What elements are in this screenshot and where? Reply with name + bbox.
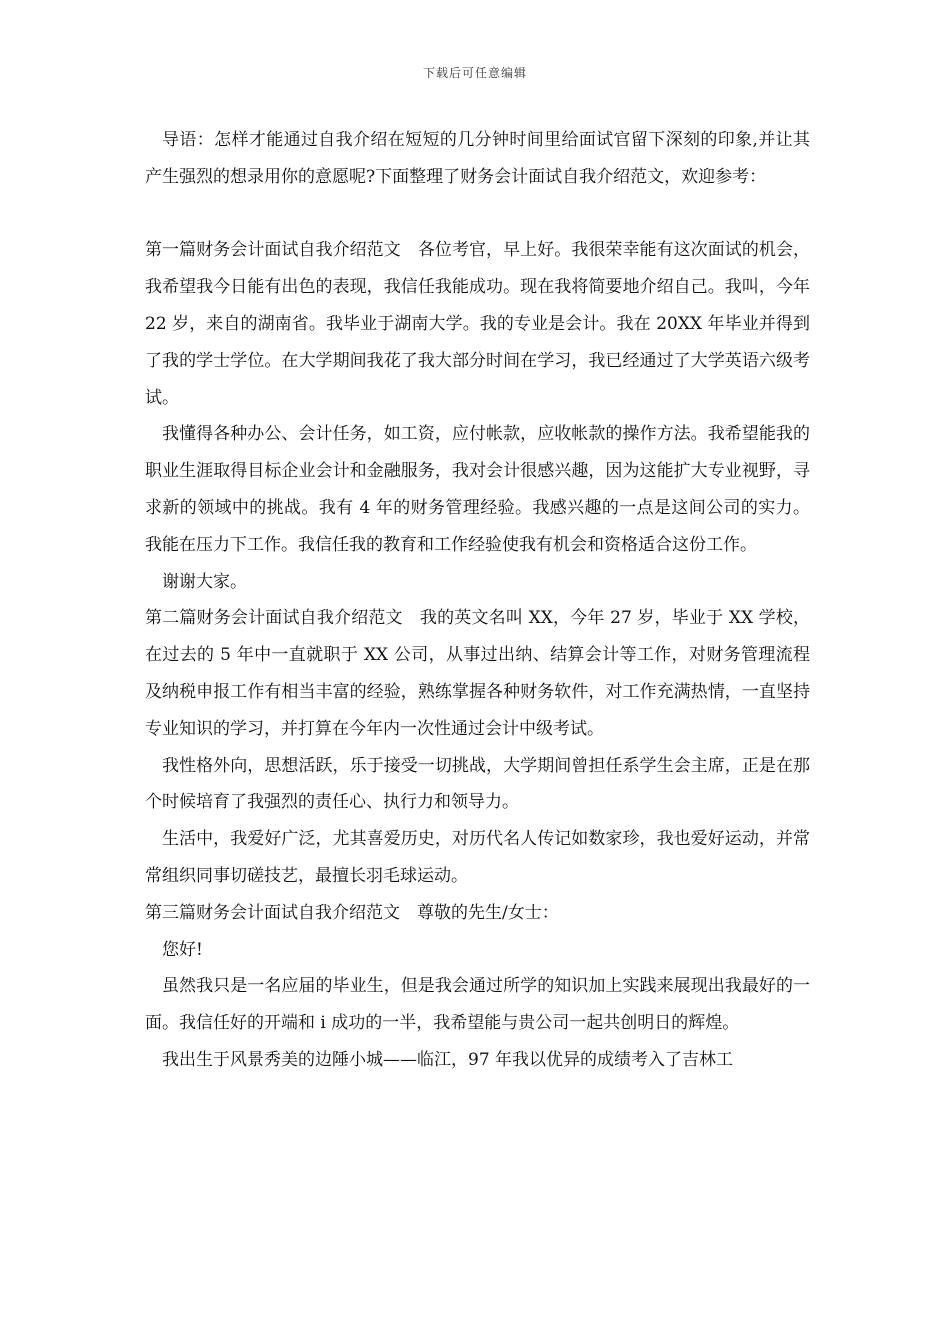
- article-1-paragraph: 第一篇财务会计面试自我介绍范文 各位考官，早上好。我很荣幸能有这次面试的机会，我希望我今日能有出色的表现，我信任我能成功。现在我将简要地介绍自己。我叫，今年 22 岁，来自的湖南省。我毕业于湖南大学。我的专业是会计。我在 20XX 年毕业并得到了我的学士学位。在大学期间我花了我大部分时间在学习，我已经通过了大学英语六级考试。: [145, 240, 810, 408]
- page-header: 下载后可任意编辑: [422, 66, 527, 80]
- article-3-greeting: 您好!: [162, 939, 203, 960]
- article-2-paragraph: 第二篇财务会计面试自我介绍范文 我的英文名叫 XX，今年 27 岁，毕业于 XX 学校，在过去的 5 年中一直就职于 XX 公司，从事过出纳、结算会计等工作，对财务管理流程及纳税申报工作有相当丰富的经验，熟练掌握各种财务软件，对工作充满热情，一直坚持专业知识的学习，并打算在今年内一次性通过会计中级考试。: [145, 608, 810, 739]
- article-2-paragraph: 生活中，我爱好广泛，尤其喜爱历史，对历代名人传记如数家珍，我也爱好运动，并常常组织同事切磋技艺，最擅长羽毛球运动。: [145, 829, 810, 886]
- article-3-heading: 第三篇财务会计面试自我介绍范文 尊敬的先生/女士：: [145, 902, 559, 923]
- intro-paragraph: 导语：怎样才能通过自我介绍在短短的几分钟时间里给面试官留下深刻的印象,并让其产生强烈的想录用你的意愿呢?下面整理了财务会计面试自我介绍范文，欢迎参考：: [145, 130, 810, 187]
- article-3-paragraph: 虽然我只是一名应届的毕业生，但是我会通过所学的知识加上实践来展现出我最好的一面。我信任好的开端和 i 成功的一半，我希望能与贵公司一起共创明日的辉煌。: [145, 976, 810, 1034]
- article-2-paragraph: 我性格外向，思想活跃，乐于接受一切挑战，大学期间曾担任系学生会主席，正是在那个时候培育了我强烈的责任心、执行力和领导力。: [145, 755, 810, 813]
- blank-line: [145, 196, 810, 233]
- document-body: [145, 122, 810, 1079]
- article-1-paragraph: 我懂得各种办公、会计任务，如工资，应付帐款，应收帐款的操作方法。我希望能我的职业生涯取得目标企业会计和金融服务，我对会计很感兴趣，因为这能扩大专业视野，寻求新的领域中的挑战。我有 4 年的财务管理经验。我感兴趣的一点是这间公司的实力。我能在压力下工作。我信任我的教育和工作经验使我有机会和资格适合这份工作。: [145, 424, 810, 555]
- article-3-paragraph: 我出生于风景秀美的边陲小城——临江，97 年我以优异的成绩考入了吉林工: [162, 1049, 734, 1070]
- article-1-closing: 谢谢大家。: [162, 571, 247, 592]
